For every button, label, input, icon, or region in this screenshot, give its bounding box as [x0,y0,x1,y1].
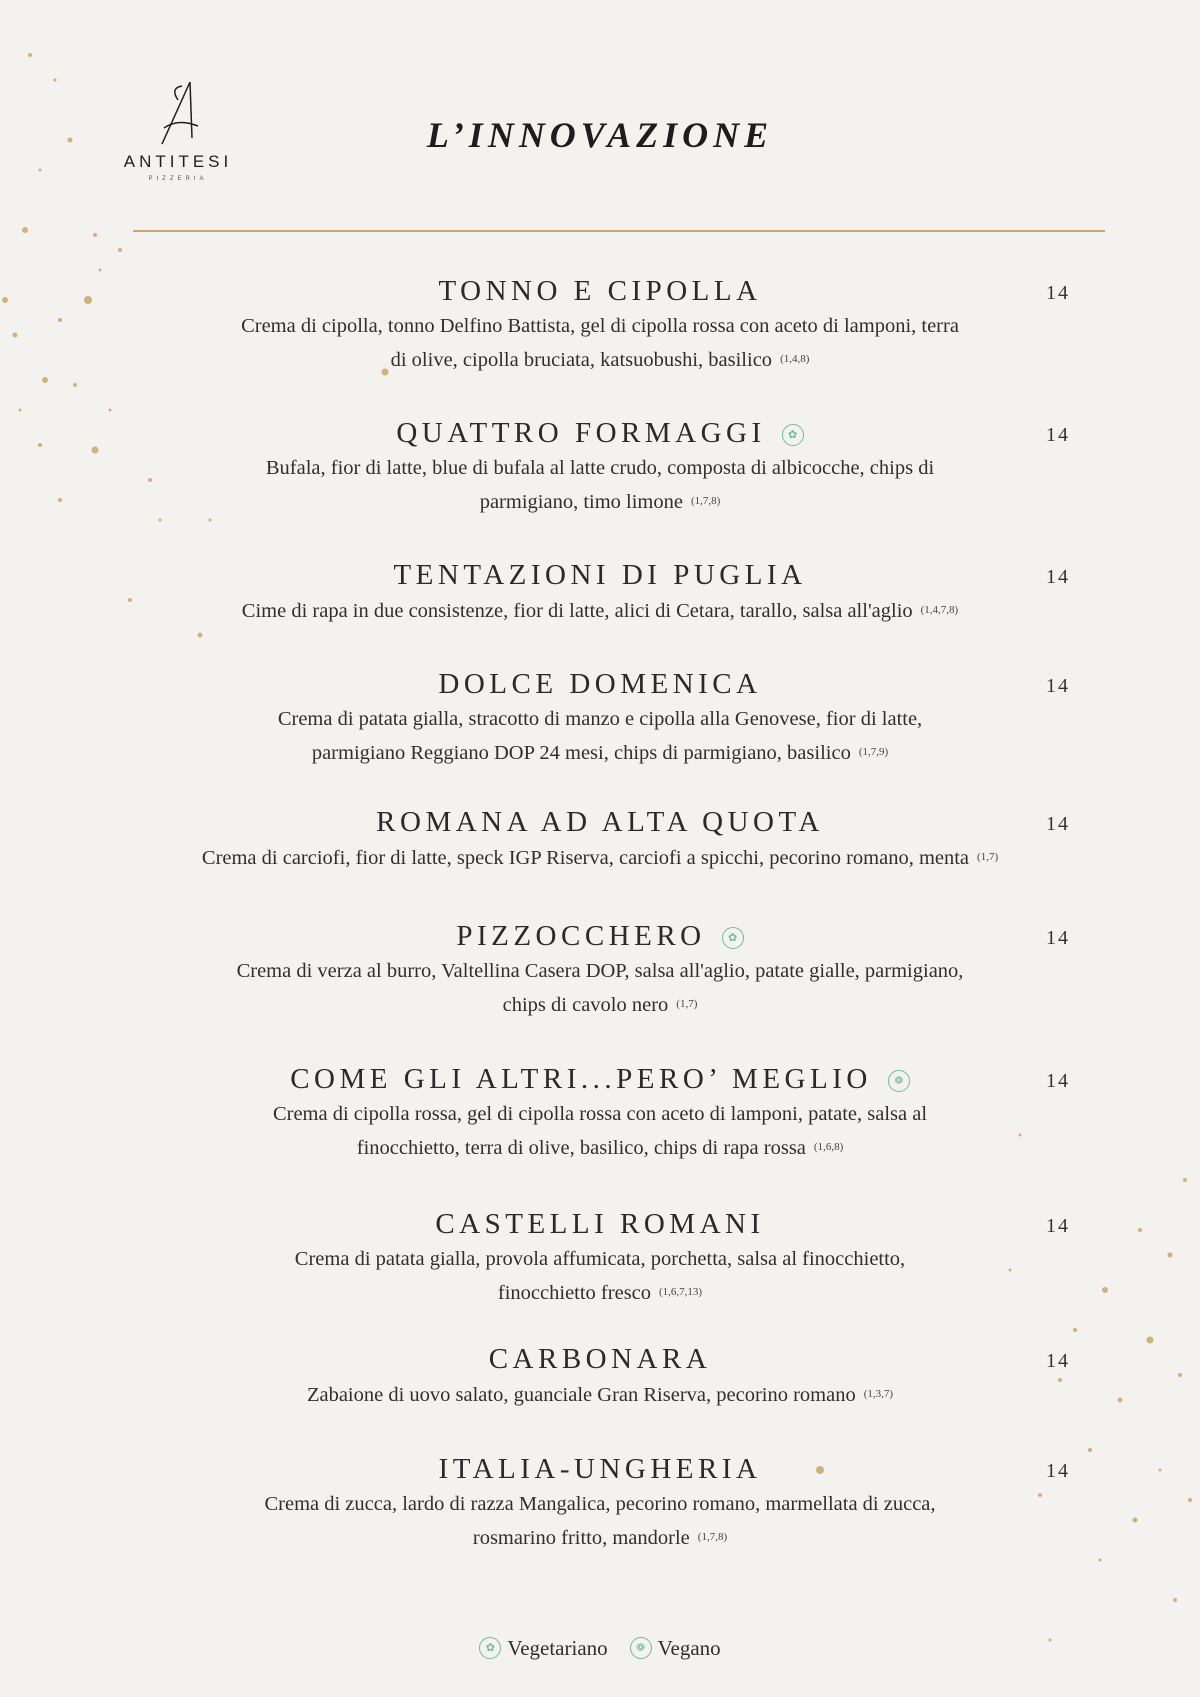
description-line [130,485,1070,519]
menu-item-header [130,556,1070,594]
description-text: Crema di patata gialla, stracotto di manzo e cipolla alla Genovese, fior di latte, [277,708,923,730]
description-text: Crema di verza al burro, Valtellina Casera DOP, salsa all'aglio, patate gialle, parmigiano, [236,960,964,982]
menu-item-header [130,1340,1070,1378]
menu-item [130,272,1070,377]
menu-item [130,1450,1070,1555]
vegetarian-icon: ✿ [479,1637,501,1659]
menu-item-header [130,1060,1070,1098]
vegetarian-icon: ✿ [722,927,744,949]
menu-item-price: 14 [1046,1070,1070,1092]
description-line [130,841,1070,875]
description-line [130,343,1070,377]
allergen-codes: (1,7,8) [697,1531,728,1543]
menu-item-name: ROMANA AD ALTA QUOTA [376,806,824,838]
antitesi-logo-icon [148,78,208,150]
description-line [130,736,1070,770]
menu-item-header [130,272,1070,310]
description-text: finocchietto fresco [497,1282,652,1304]
menu-item-name: ITALIA-UNGHERIA [438,1453,762,1485]
menu-item-name: QUATTRO FORMAGGI [396,417,766,449]
vegetarian-icon: ✿ [782,424,804,446]
description-text: Zabaione di uovo salato, guanciale Gran Riserva, pecorino romano [306,1384,856,1406]
menu-item-name: TENTAZIONI DI PUGLIA [393,559,807,591]
menu-item [130,556,1070,628]
menu-item [130,1340,1070,1412]
vegan-icon: ❁ [888,1070,910,1092]
allergen-codes: (1,7) [977,851,999,863]
menu-item [130,1060,1070,1165]
description-text: Cime di rapa in due consistenze, fior di latte, alici di Cetara, tarallo, salsa all'aglio [241,600,913,622]
brand-name: ANTITESI [123,152,233,171]
allergen-codes: (1,6,7,13) [659,1286,703,1298]
page-title: L’INNOVAZIONE [426,115,774,155]
description-text: finocchietto, terra di olive, basilico, chips di rapa rossa [356,1137,806,1159]
description-line [130,1131,1070,1165]
menu-item-price: 14 [1046,1215,1070,1237]
description-text: Crema di cipolla, tonno Delfino Battista, gel di cipolla rossa con aceto di lamponi, terra [241,315,959,337]
menu-item-description [130,841,1070,875]
menu-item-name: DOLCE DOMENICA [438,668,762,700]
allergen-codes: (1,4,7,8) [920,604,959,616]
menu-item-name: CARBONARA [488,1343,712,1375]
description-text: parmigiano Reggiano DOP 24 mesi, chips di parmigiano, basilico [311,742,851,764]
menu-item-header [130,1205,1070,1243]
menu-item-price: 14 [1046,282,1070,304]
menu-item [130,665,1070,770]
menu-item [130,917,1070,1022]
menu-item-header [130,917,1070,955]
allergen-codes: (1,7,8) [690,495,721,507]
menu-item-description [130,955,1070,1022]
brand-subtitle: PIZZERIA [148,176,208,182]
legend-vegan-label: Vegano [657,1636,721,1660]
menu-item-name: TONNO E CIPOLLA [438,275,762,307]
menu-item-name: CASTELLI ROMANI [435,1208,765,1240]
description-line [130,1243,1070,1276]
description-text: di olive, cipolla bruciata, katsuobushi, basilico [390,349,773,371]
menu-item-header [130,414,1070,452]
menu-item-header [130,665,1070,703]
description-text: Crema di cipolla rossa, gel di cipolla rossa con aceto di lamponi, patate, salsa al [272,1103,928,1125]
gold-divider [133,230,1105,232]
description-text: chips di cavolo nero [502,994,669,1016]
description-text: Crema di patata gialla, provola affumicata, porchetta, salsa al finocchietto, [294,1248,906,1270]
description-text: Bufala, fior di latte, blue di bufala al latte crudo, composta di albicocche, chips di [265,457,935,479]
description-line [130,1488,1070,1521]
menu-item-description [130,1098,1070,1165]
description-text: parmigiano, timo limone [479,491,683,513]
menu-item-header [130,1450,1070,1488]
description-line [130,452,1070,485]
menu-item-price: 14 [1046,675,1070,697]
menu-item-description [130,1378,1070,1412]
menu-item-description [130,452,1070,519]
allergen-codes: (1,6,8) [813,1141,844,1153]
description-line [130,1521,1070,1555]
description-line [130,1276,1070,1310]
allergen-codes: (1,4,8) [780,353,810,365]
description-line [130,1378,1070,1412]
menu-item [130,1205,1070,1310]
menu-item-description [130,703,1070,770]
menu-item [130,803,1070,875]
description-line [130,310,1070,343]
description-line [130,703,1070,736]
brand-logo [108,78,248,182]
menu-item-name: COME GLI ALTRI...PERO’ MEGLIO [290,1063,872,1095]
menu-item-header [130,803,1070,841]
allergen-codes: (1,7,9) [858,746,889,758]
description-line [130,594,1070,628]
menu-item-price: 14 [1046,1460,1070,1482]
menu-item-price: 14 [1046,424,1070,446]
description-text: Crema di zucca, lardo di razza Mangalica, pecorino romano, marmellata di zucca, [264,1493,936,1515]
description-line [130,1098,1070,1131]
description-text: Crema di carciofi, fior di latte, speck IGP Riserva, carciofi a spicchi, pecorino romano, menta [201,847,970,869]
menu-item-description [130,594,1070,628]
description-text: rosmarino fritto, mandorle [472,1527,690,1549]
description-line [130,988,1070,1022]
menu-item-description [130,310,1070,377]
vegan-icon: ❁ [630,1637,652,1659]
diet-legend [0,1636,1200,1661]
menu-item-description [130,1488,1070,1555]
description-line [130,955,1070,988]
menu-item-description [130,1243,1070,1310]
menu-item-price: 14 [1046,566,1070,588]
allergen-codes: (1,3,7) [863,1388,894,1400]
allergen-codes: (1,7) [676,998,698,1010]
menu-item-price: 14 [1046,813,1070,835]
menu-item-price: 14 [1046,1350,1070,1372]
menu-item [130,414,1070,519]
legend-vegetarian-label: Vegetariano [507,1636,608,1660]
menu-item-price: 14 [1046,927,1070,949]
menu-item-name: PIZZOCCHERO [456,920,706,952]
